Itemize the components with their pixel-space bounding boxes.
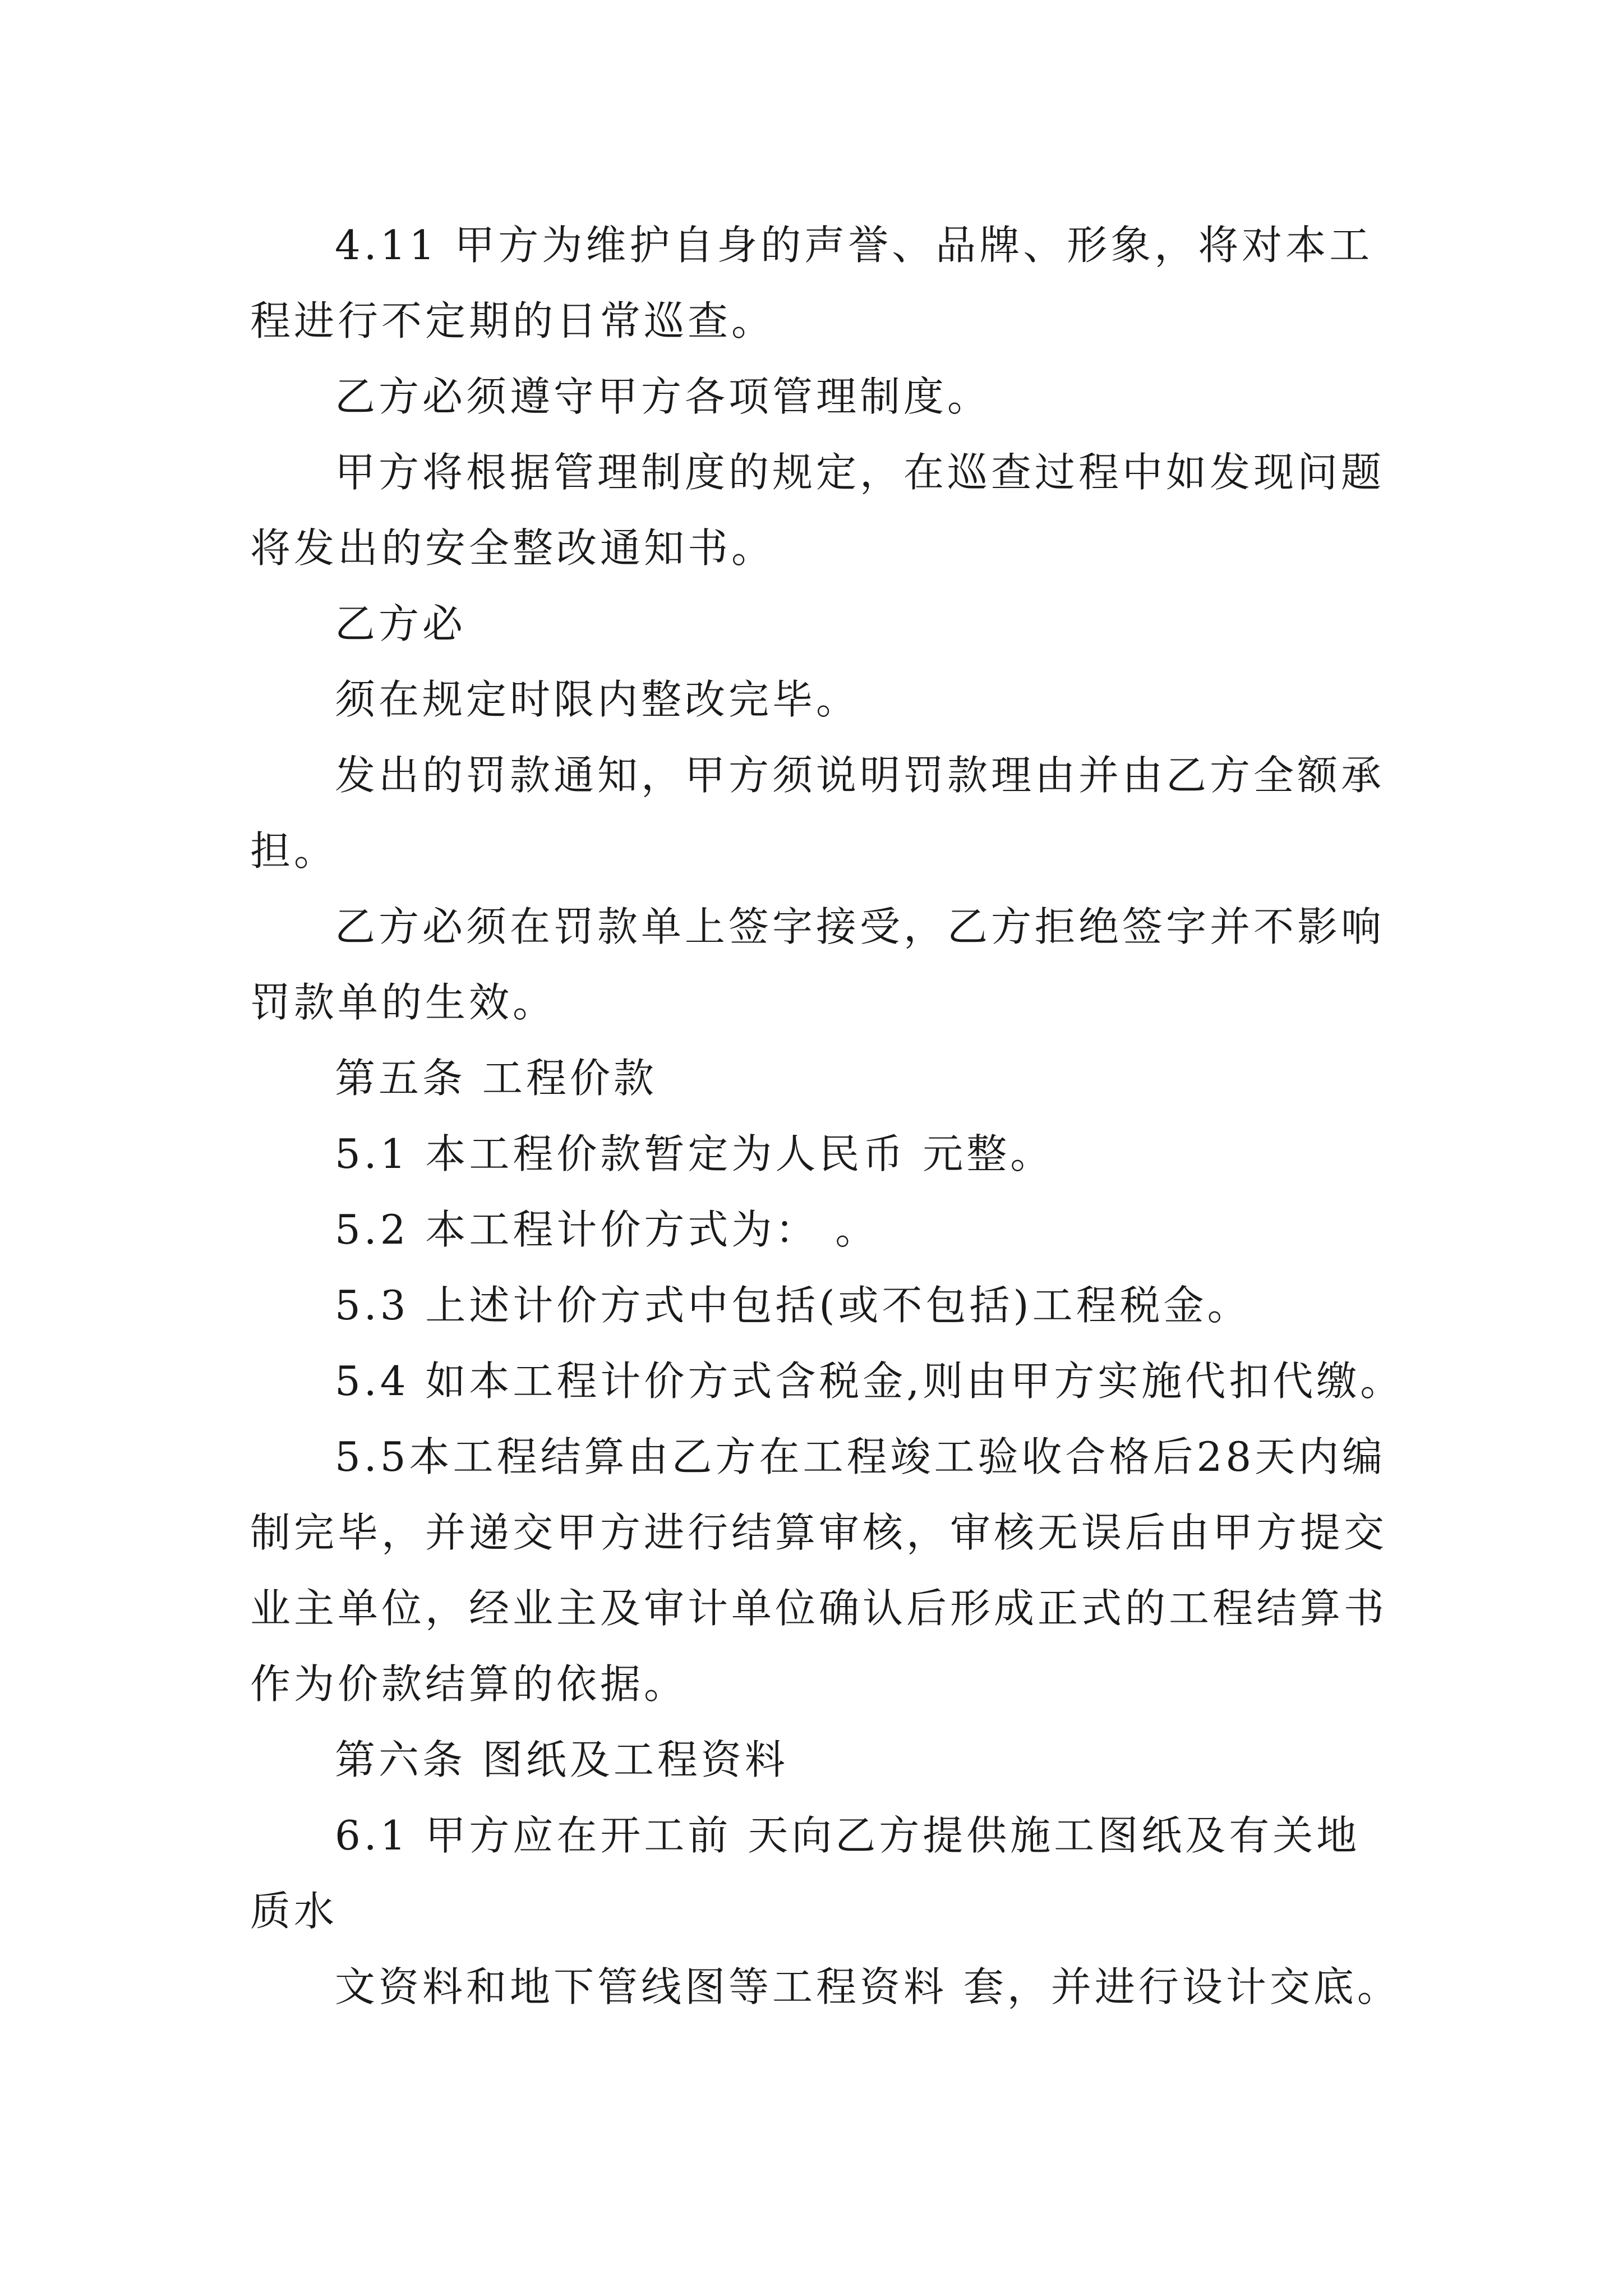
paragraph-line: 乙方必 (335, 600, 467, 647)
clause-6-1-line-3: 文资料和地下管线图等工程资料 套，并进行设计交底。 (335, 1963, 1401, 2010)
paragraph-line: 甲方将根据管理制度的规定，在巡查过程中如发现问题 (335, 449, 1385, 496)
clause-5-5-line-4: 作为价款结算的依据。 (250, 1660, 688, 1708)
paragraph-line: 须在规定时限内整改完毕。 (335, 676, 860, 723)
clause-5-1: 5.1 本工程价款暂定为人民币 元整。 (335, 1130, 1054, 1177)
paragraph-line: 乙方必须遵守甲方各项管理制度。 (335, 373, 992, 420)
clause-5-5-line-3: 业主单位，经业主及审计单位确认后形成正式的工程结算书 (250, 1585, 1388, 1632)
paragraph-line: 担。 (250, 827, 338, 875)
paragraph-line: 将发出的安全整改通知书。 (250, 524, 776, 572)
paragraph-line: 发出的罚款通知，甲方须说明罚款理由并由乙方全额承 (335, 752, 1385, 799)
article-6-heading: 第六条 图纸及工程资料 (335, 1736, 789, 1783)
clause-5-2: 5.2 本工程计价方式为： 。 (335, 1206, 879, 1253)
clause-5-4: 5.4 如本工程计价方式含税金,则由甲方实施代扣代缴。 (335, 1358, 1404, 1405)
clause-4-11-line-1: 4.11 甲方为维护自身的声誉、品牌、形象，将对本工 (335, 222, 1373, 269)
clause-6-1-line-2: 质水 (250, 1888, 338, 1935)
paragraph-line: 乙方必须在罚款单上签字接受，乙方拒绝签字并不影响 (335, 903, 1385, 950)
clause-4-11-line-2: 程进行不定期的日常巡查。 (250, 297, 776, 344)
article-5-heading: 第五条 工程价款 (335, 1055, 657, 1102)
clause-5-5-line-1: 5.5本工程结算由乙方在工程竣工验收合格后28天内编 (335, 1433, 1386, 1480)
paragraph-line: 罚款单的生效。 (250, 979, 557, 1026)
clause-6-1-line-1: 6.1 甲方应在开工前 天向乙方提供施工图纸及有关地 (335, 1812, 1361, 1859)
clause-5-3: 5.3 上述计价方式中包括(或不包括)工程税金。 (335, 1282, 1251, 1329)
clause-5-5-line-2: 制完毕，并递交甲方进行结算审核，审核无误后由甲方提交 (250, 1509, 1388, 1556)
